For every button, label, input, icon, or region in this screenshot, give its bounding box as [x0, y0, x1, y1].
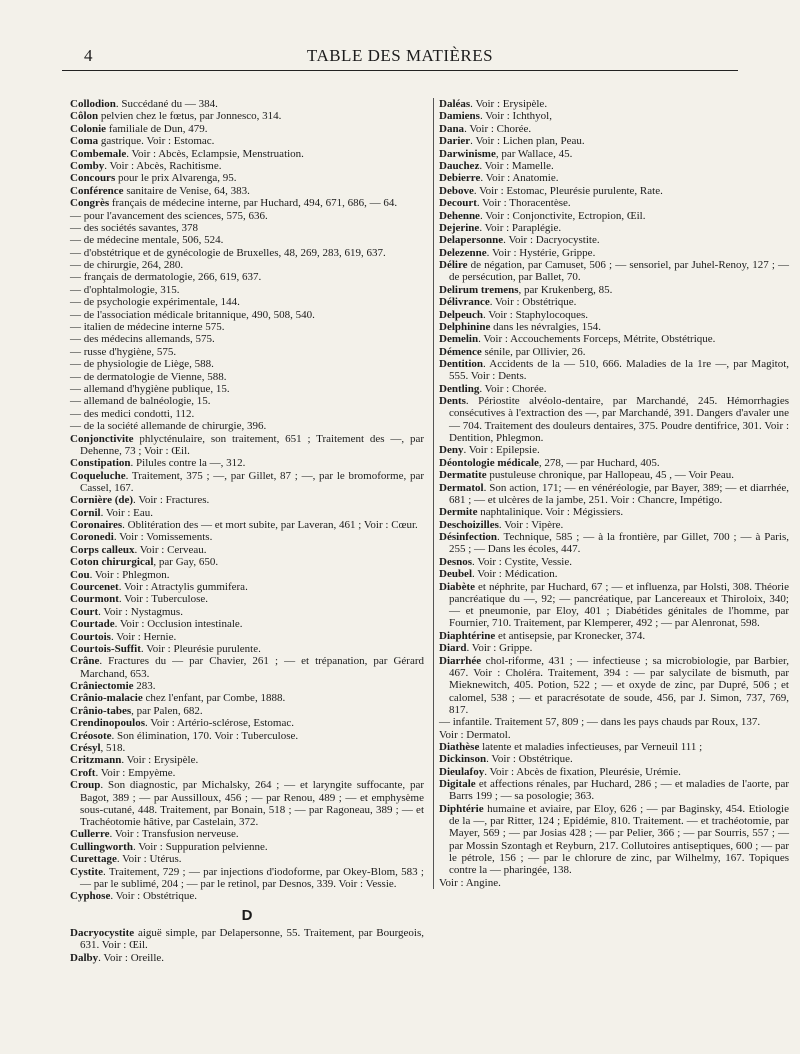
entry-heading: Dermite — [439, 506, 478, 519]
entry-text: . Son diagnostic, par Michalsky, 264 ; — et laryngite suffocante, par Bagot, 389 ; — par Aussilloux, 456 ; — par Renou, 489 ; — et emphysème sous-cutané, 448. Traitement, par Bonain, 518 ; — par Ragoneau, 389 ; — et Trachéotomie hâtive, par Castelain, 372. — [80, 779, 424, 829]
index-entry — [70, 606, 424, 618]
index-entry — [439, 247, 789, 259]
index-entry — [70, 395, 424, 407]
index-entry — [70, 890, 424, 902]
entry-text: , par Krukenberg, 85. — [518, 283, 613, 296]
entry-text: et antisepsie, par Kronecker, 374. — [495, 629, 646, 642]
entry-text: — français de dermatologie, 266, 619, 637. — [70, 271, 262, 284]
entry-heading: Deny — [439, 444, 464, 457]
entry-heading: Desnos — [439, 555, 473, 568]
index-entry — [439, 234, 789, 246]
entry-heading: Dacryocystite — [70, 926, 135, 939]
index-entry — [70, 296, 424, 308]
entry-text: chol-riforme, 431 ; — infectieuse ; sa microbiologie, par Barbier, 467. Voir : Choléra. Traitement, 394 : — par salycilate de bismuth, par Mieknewitch, 405. Potion, 522 ; — et oxyde de zinc, par Dupré, 506 ; et calomel, 538 ; — et paracrésotate de soude, 456, par J. Simon, 737, 769, 817. — [449, 654, 789, 716]
index-entry — [439, 753, 789, 765]
entry-text: phlycténulaire, son traitement, 651 ; Traitement des —, par Dehenne, 73 ; Voir : Œil. — [80, 432, 424, 457]
entry-heading: Cullerre — [70, 828, 110, 841]
entry-text: . Voir : Artério-sclérose, Estomac. — [145, 717, 294, 730]
entry-heading: Conférence — [70, 184, 124, 197]
entry-heading: Debove — [439, 184, 474, 197]
entry-heading: Dermatite — [439, 469, 487, 482]
entry-text: 283. — [133, 680, 156, 693]
index-entry — [439, 655, 789, 716]
entry-heading: Dieulafoy — [439, 765, 485, 778]
entry-text: — de la société allemande de chirurgie, 396. — [70, 420, 267, 433]
index-entry — [70, 618, 424, 630]
entry-heading: Crâne — [70, 655, 100, 668]
entry-heading: Decourt — [439, 197, 477, 210]
entry-text: chez l'enfant, par Combe, 1888. — [142, 692, 286, 705]
entry-heading: Croft — [70, 766, 96, 779]
entry-text: — italien de médecine interne 575. — [70, 321, 225, 334]
entry-text: . Succédané du — 384. — [115, 98, 218, 110]
index-entry — [439, 581, 789, 630]
index-entry — [439, 309, 789, 321]
entry-text: . Voir : Atractylis gummifera. — [118, 581, 248, 594]
entry-heading: Dana — [439, 122, 465, 135]
entry-heading: Dentling — [439, 382, 480, 395]
entry-heading: Dauchez — [439, 159, 480, 172]
index-entry — [70, 110, 424, 122]
index-entry — [439, 556, 789, 568]
entry-heading: Combemale — [70, 147, 127, 160]
index-entry — [70, 680, 424, 692]
index-entry — [70, 556, 424, 568]
entry-text: . Technique, 585 ; — à la frontière, par Gillet, 700 ; — à Paris, 255 ; — Dans les écoles, 447. — [449, 531, 789, 556]
entry-text: . Oblitération des — et mort subite, par Laveran, 461 ; Voir : Cœur. — [122, 519, 418, 532]
index-entry — [70, 271, 424, 283]
entry-text: . Voir : Erysipèle. — [470, 98, 548, 110]
entry-heading: Courtois — [70, 630, 111, 643]
index-entry — [70, 98, 424, 110]
entry-text: . Voir : Tuberculose. — [118, 593, 209, 606]
entry-heading: Delirum tremens — [439, 283, 519, 296]
index-entry — [439, 457, 789, 469]
index-entry — [70, 631, 424, 643]
index-entry — [439, 482, 789, 507]
entry-text: gastrique. Voir : Estomac. — [98, 135, 215, 148]
entry-heading: Délire — [439, 259, 468, 272]
entry-text: . Voir : Oreille. — [98, 951, 165, 964]
entry-heading: Court — [70, 605, 99, 618]
entry-text: . Voir : Nystagmus. — [98, 605, 183, 618]
entry-text: Voir : Dermatol. — [439, 728, 511, 741]
entry-heading: Crendinopoulos — [70, 717, 145, 730]
index-entry — [439, 469, 789, 481]
entry-text: . Voir : Grippe. — [466, 642, 533, 655]
entry-heading: Coma — [70, 135, 99, 148]
index-entry — [70, 927, 424, 952]
index-entry — [70, 828, 424, 840]
entry-text: . Voir : Lichen plan, Peau. — [470, 135, 585, 148]
entry-heading: Concours — [70, 172, 116, 185]
index-entry — [439, 98, 789, 110]
index-entry — [439, 333, 789, 345]
index-entry — [439, 197, 789, 209]
entry-text: latente et maladies infectieuses, par Verneuil 111 ; — [479, 741, 703, 753]
entry-heading: Delpeuch — [439, 308, 483, 321]
entry-text: . Voir : Pleurésie purulente. — [140, 643, 261, 655]
entry-text: . Voir : Obstétrique. — [489, 296, 577, 309]
index-entry — [70, 408, 424, 420]
entry-heading: Courtade — [70, 618, 115, 631]
index-entry — [70, 754, 424, 766]
index-entry — [70, 333, 424, 345]
index-entry — [70, 470, 424, 495]
entry-heading: Corps calleux — [70, 543, 135, 556]
entry-heading: Coronaires — [70, 519, 123, 532]
entry-heading: Désinfection — [439, 531, 498, 544]
entry-heading: Diaphtérine — [439, 629, 496, 642]
entry-text: pour le prix Alvarenga, 95. — [115, 172, 237, 185]
entry-text: . Voir : Erysipèle. — [121, 754, 199, 767]
entry-text: pelvien chez le fœtus, par Jonnesco, 314. — [98, 110, 282, 123]
entry-text: — infantile. Traitement 57, 809 ; — dans les pays chauds par Roux, 137. — [439, 716, 761, 729]
index-entry — [439, 346, 789, 358]
index-entry — [439, 185, 789, 197]
entry-text: . Voir : Suppuration pelvienne. — [132, 840, 268, 853]
index-entry — [70, 705, 424, 717]
index-entry — [439, 444, 789, 456]
entry-text: . Voir : Anatomie. — [480, 172, 559, 185]
entry-heading: Comby — [70, 159, 105, 172]
index-entry — [70, 457, 424, 469]
entry-heading: Darier — [439, 135, 471, 148]
entry-text: . Accidents de la — 510, 666. Maladies de la 1re —, par Magitot, 555. Voir : Dents. — [449, 358, 789, 383]
entry-heading: Delapersonne — [439, 234, 504, 247]
entry-text: . Voir : Abcès de fixation, Pleurésie, Urémie. — [484, 765, 681, 778]
index-entry — [70, 692, 424, 704]
entry-text: — de l'association médicale britannique, 490, 508, 540. — [70, 308, 315, 321]
right-column — [433, 98, 789, 889]
entry-text: . Voir : Eau. — [100, 506, 154, 519]
entry-heading: Conjonctivite — [70, 432, 134, 445]
index-entry — [439, 630, 789, 642]
entry-text: . Voir : Cystite, Vessie. — [472, 555, 572, 568]
index-entry — [439, 259, 789, 284]
entry-heading: Côlon — [70, 110, 99, 123]
index-entry — [70, 866, 424, 891]
index-entry — [439, 519, 789, 531]
entry-text: . Voir : Abcès, Eclampsie, Menstruation. — [126, 147, 304, 160]
index-entry — [439, 778, 789, 803]
entry-heading: Deschoizilles — [439, 518, 499, 531]
entry-heading: Cullingworth — [70, 840, 133, 853]
entry-heading: Coqueluche — [70, 469, 126, 482]
entry-heading: Dentition — [439, 358, 483, 371]
entry-heading: Coton chirurgical — [70, 556, 154, 569]
entry-heading: Croup — [70, 779, 101, 792]
index-entry — [70, 544, 424, 556]
entry-heading: Delezenne — [439, 246, 487, 259]
entry-text: aiguë simple, par Delapersonne, 55. Traitement, par Bourgeois, 631. Voir : Œil. — [80, 926, 424, 952]
index-entry — [70, 717, 424, 729]
entry-text: , 278, — par Huchard, 405. — [538, 456, 660, 469]
entry-text: — de physiologie de Liège, 588. — [70, 358, 214, 371]
entry-text: . Voir : Transfusion nerveuse. — [109, 828, 239, 841]
entry-text: — de dermatologie de Vienne, 588. — [70, 370, 227, 383]
entry-text: . Voir : Abcès, Rachitisme. — [104, 159, 222, 172]
index-entry — [70, 210, 424, 222]
index-entry — [70, 371, 424, 383]
entry-text: . Son élimination, 170. Voir : Tuberculose. — [111, 729, 299, 742]
entry-heading: Crânio-malacie — [70, 692, 143, 705]
index-entry — [439, 123, 789, 135]
entry-heading: Dejerine — [439, 221, 480, 234]
entry-text: . Voir : Obstétrique. — [110, 890, 198, 903]
entry-heading: Delphinine — [439, 320, 491, 333]
entry-heading: Curettage — [70, 853, 117, 866]
index-entry — [70, 160, 424, 172]
entry-text: — russe d'hygiène, 575. — [70, 345, 177, 358]
entry-heading: Diabète — [439, 580, 476, 593]
entry-text: — de chirurgie, 264, 280. — [70, 259, 184, 272]
index-entry — [439, 877, 789, 889]
entry-text: sanitaire de Venise, 64, 383. — [123, 184, 250, 197]
index-entry — [439, 716, 789, 728]
entry-heading: Congrès — [70, 197, 110, 210]
index-entry — [439, 284, 789, 296]
entry-heading: Demelin — [439, 333, 479, 346]
index-entry — [70, 172, 424, 184]
entry-text: et affections rénales, par Huchard, 286 ; — et maladies de l'aorte, par Barrs 199 ; — sa posologie; 363. — [449, 778, 789, 803]
entry-heading: Créosote — [70, 729, 112, 742]
entry-heading: Courmont — [70, 593, 119, 606]
entry-text: . Voir : Conjonctivite, Ectropion, Œil. — [479, 209, 646, 222]
index-entry — [70, 581, 424, 593]
index-entry — [70, 185, 424, 197]
entry-heading: Délivrance — [439, 296, 490, 309]
entry-text: pustuleuse chronique, par Hallopeau, 45 , — Voir Peau. — [486, 469, 734, 482]
index-entry — [70, 123, 424, 135]
entry-text: . Voir : Mamelle. — [479, 159, 554, 172]
entry-heading: Dermatol — [439, 481, 484, 494]
entry-text: . Voir : Ichthyol, — [479, 110, 552, 123]
entry-heading: Cornière (de) — [70, 494, 134, 507]
entry-heading: Cou — [70, 568, 90, 581]
index-entry — [70, 346, 424, 358]
index-entry — [70, 222, 424, 234]
entry-text: , par Gay, 650. — [153, 556, 219, 569]
index-entry — [70, 148, 424, 160]
entry-text: familiale de Dun, 479. — [106, 122, 208, 135]
entry-text: Voir : Angine. — [439, 876, 501, 889]
index-entry — [439, 803, 789, 877]
entry-text: . Voir : Accouchements Forceps, Métrite, Obstétrique. — [478, 333, 716, 346]
entry-text: — pour l'avancement des sciences, 575, 636. — [70, 209, 268, 222]
entry-heading: Deubel — [439, 568, 472, 581]
entry-text: — de psychologie expérimentale, 144. — [70, 296, 240, 309]
index-entry — [70, 593, 424, 605]
entry-text: . Voir : Cerveau. — [134, 543, 207, 556]
index-entry — [70, 531, 424, 543]
entry-text: humaine et aviaire, par Eloy, 626 ; — par Baginsky, 454. Etiologie de la —, par Ritter, 124 ; Epidémie, 810. Traitement. — et trachéotomie, par Mayer, 569 ; — par Josias 428 ; — par Pelier, 366 ; — par Sourris, 557 ; — par Mossin Szontagh et Reyburn, 217. Collutoires antiseptiques, 600 ; — par le pétrole, 156 ; — par le chlorure de zinc, par Wilhelmy, 167. Topiques contre la — pharingée, 138. — [449, 802, 789, 877]
index-entry — [439, 642, 789, 654]
entry-text: . Son action, 171; — en vénéréologie, par Bayer, 389; — et diarrhée, 681 ; — et ulcères de la jambe, 251. Voir : Chancre, Impétigo. — [449, 481, 789, 506]
entry-heading: Damiens — [439, 110, 480, 123]
index-entry — [70, 841, 424, 853]
index-entry — [70, 643, 424, 655]
entry-heading: Daléas — [439, 98, 471, 110]
running-title: TABLE DES MATIÈRES — [306, 46, 494, 65]
entry-heading: Crâniectomie — [70, 680, 134, 693]
index-entry — [70, 742, 424, 754]
index-entry — [70, 321, 424, 333]
index-entry — [439, 110, 789, 122]
entry-heading: Déontologie médicale — [439, 456, 539, 469]
entry-text: — d'ophtalmologie, 315. — [70, 283, 180, 296]
entry-text: . Voir : Vipère. — [498, 518, 564, 531]
entry-text: et néphrite, par Huchard, 67 ; — et influenza, par Holsti, 308. Théorie pancréatique du —, 92; — pancréatique, par Lancereaux et Thiroloix, 340; — et pneumonie, par Eloy, 401 ; Diabétides génitales de l'homme, par Fournier, 710. Traitement, par Klemperer, 492 ; — par Alenronat, 598. — [449, 580, 789, 630]
entry-heading: Critzmann — [70, 754, 122, 767]
entry-text: — des médecins allemands, 575. — [70, 333, 215, 346]
entry-text: . Voir : Fractures. — [133, 494, 210, 507]
entry-text: sénile, par Ollivier, 26. — [481, 345, 586, 358]
index-entry — [439, 222, 789, 234]
index-entry — [439, 531, 789, 556]
index-entry — [70, 420, 424, 432]
index-entry — [70, 309, 424, 321]
entry-text: — allemand d'hygiène publique, 15. — [70, 382, 230, 395]
entry-text: dans les névralgies, 154. — [490, 320, 601, 333]
entry-text: — de médecine mentale, 506, 524. — [70, 234, 224, 247]
entry-text: de négation, par Camuset, 506 ; — sensoriel, par Juhel-Renoy, 127 ; — de persécution, par Ballet, 70. — [449, 259, 789, 284]
entry-heading: Crésyl — [70, 742, 101, 755]
entry-heading: Diard — [439, 642, 467, 655]
entry-text: . Voir : Chorée. — [479, 382, 547, 395]
entry-text: , par Palen, 682. — [131, 704, 203, 717]
index-entry — [439, 729, 789, 741]
index-entry — [439, 741, 789, 753]
entry-text: . Voir : Thoracentèse. — [476, 197, 571, 210]
entry-text: . Voir : Hernie. — [110, 630, 177, 643]
entry-heading: Crânio-tabes — [70, 704, 132, 717]
entry-heading: Diphtérie — [439, 802, 484, 815]
entry-text: . Fractures du — par Chavier, 261 ; — et trépanation, par Gérard Marchand, 653. — [80, 655, 424, 680]
index-entry — [70, 730, 424, 742]
entry-heading: Cystite — [70, 865, 103, 878]
index-entry — [439, 506, 789, 518]
entry-heading: Debierre — [439, 172, 481, 185]
entry-text: . Voir : Utérus. — [116, 853, 182, 866]
entry-text: naphtalinique. Voir : Mégissiers. — [477, 506, 624, 519]
section-letter: D — [241, 906, 253, 924]
index-entry — [439, 210, 789, 222]
entry-text: . Traitement, 375 ; —, par Gillet, 87 ; —, par le bromoforme, par Cassel, 167. — [80, 469, 424, 494]
entry-text: français de médecine interne, par Huchard, 494, 671, 686, — 64. — [109, 197, 398, 210]
index-entry — [439, 395, 789, 444]
entry-heading: Coronedi — [70, 531, 114, 544]
entry-heading: Démence — [439, 345, 482, 358]
entry-text: . Voir : Chorée. — [464, 122, 532, 135]
index-entry — [70, 655, 424, 680]
index-entry — [439, 766, 789, 778]
entry-heading: Cornil — [70, 506, 101, 519]
index-entry — [70, 433, 424, 458]
index-entry — [70, 383, 424, 395]
index-entry — [439, 148, 789, 160]
index-entry — [439, 296, 789, 308]
entry-heading: Darwinisme — [439, 147, 496, 160]
entry-heading: Collodion — [70, 98, 116, 110]
entry-heading: Diarrhée — [439, 654, 482, 667]
entry-text: . Voir : Phlegmon. — [89, 568, 170, 581]
index-entry — [70, 197, 424, 209]
entry-heading: Diathèse — [439, 741, 480, 753]
entry-text: , par Wallace, 45. — [495, 147, 573, 160]
entry-text: . Voir : Empyème. — [95, 766, 176, 779]
index-entry — [439, 358, 789, 383]
entry-text: . Traitement, 729 ; — par injections d'iodoforme, par Okey-Blom, 583 ; — par le sublimé, 204 ; — par le retinol, par Desnos, 339. Voir : Vessie. — [80, 865, 424, 890]
index-entry — [70, 284, 424, 296]
entry-text: . Voir : Estomac, Pleurésie purulente, Rate. — [473, 184, 663, 197]
entry-text: . Voir : Paraplégie. — [479, 221, 562, 234]
index-entry — [70, 247, 424, 259]
entry-heading: Cyphose — [70, 890, 111, 903]
index-entry — [439, 135, 789, 147]
entry-text: . Périostite alvéolo-dentaire, par Marchandé, 245. Hémorrhagies consécutives à l'extraction des —, par Marchandé, 391. Dangers d'avaler une — 704. Traitement des douleurs dentaires, 375. Poudre dentifrice, 301. Voir : Dentition, Phlegmon. — [449, 395, 789, 445]
entry-heading: Courcenet — [70, 581, 119, 594]
index-entry — [439, 568, 789, 580]
index-entry — [439, 321, 789, 333]
entry-text: . Voir : Obstétrique. — [486, 753, 573, 766]
entry-heading: Dickinson — [439, 753, 487, 766]
index-entry — [70, 494, 424, 506]
entry-text: . Voir : Occlusion intestinale. — [114, 618, 243, 631]
entry-heading: Dalby — [70, 951, 99, 964]
entry-text: . Voir : Epilepsie. — [463, 444, 540, 457]
index-entry — [439, 160, 789, 172]
entry-text: . Voir : Staphylocoques. — [483, 308, 589, 321]
index-entry — [70, 507, 424, 519]
entry-heading: Colonie — [70, 122, 107, 135]
entry-text: . Pilules contre la —, 312. — [130, 457, 246, 470]
entry-text: — des sociétés savantes, 378 — [70, 221, 198, 234]
entry-text: , 518. — [100, 742, 126, 755]
page-number: 4 — [84, 46, 93, 65]
entry-text: . Voir : Vomissements. — [113, 531, 213, 544]
index-entry — [70, 234, 424, 246]
entry-text: — allemand de balnéologie, 15. — [70, 395, 211, 408]
index-entry — [70, 853, 424, 865]
index-entry — [439, 383, 789, 395]
index-entry — [70, 358, 424, 370]
entry-heading: Constipation — [70, 457, 131, 470]
index-entry — [70, 767, 424, 779]
index-entry — [70, 135, 424, 147]
entry-text: . Voir : Dacryocystite. — [503, 234, 600, 247]
index-entry — [70, 569, 424, 581]
entry-heading: Digitale — [439, 778, 476, 791]
entry-text: — d'obstétrique et de gynécologie de Bruxelles, 48, 269, 283, 619, 637. — [70, 246, 386, 259]
index-entry — [70, 779, 424, 828]
entry-text: . Voir : Hystérie, Grippe. — [486, 246, 596, 259]
entry-heading: Courtois-Suffit — [70, 643, 141, 655]
entry-text: — des medici condotti, 112. — [70, 407, 195, 420]
index-entry — [70, 952, 424, 964]
index-entry — [439, 172, 789, 184]
entry-text: . Voir : Médication. — [472, 568, 558, 581]
page-header — [62, 44, 738, 71]
entry-heading: Dents — [439, 395, 466, 408]
index-entry — [70, 259, 424, 271]
left-column — [70, 98, 424, 964]
index-entry — [70, 519, 424, 531]
entry-heading: Dehenne — [439, 209, 480, 222]
